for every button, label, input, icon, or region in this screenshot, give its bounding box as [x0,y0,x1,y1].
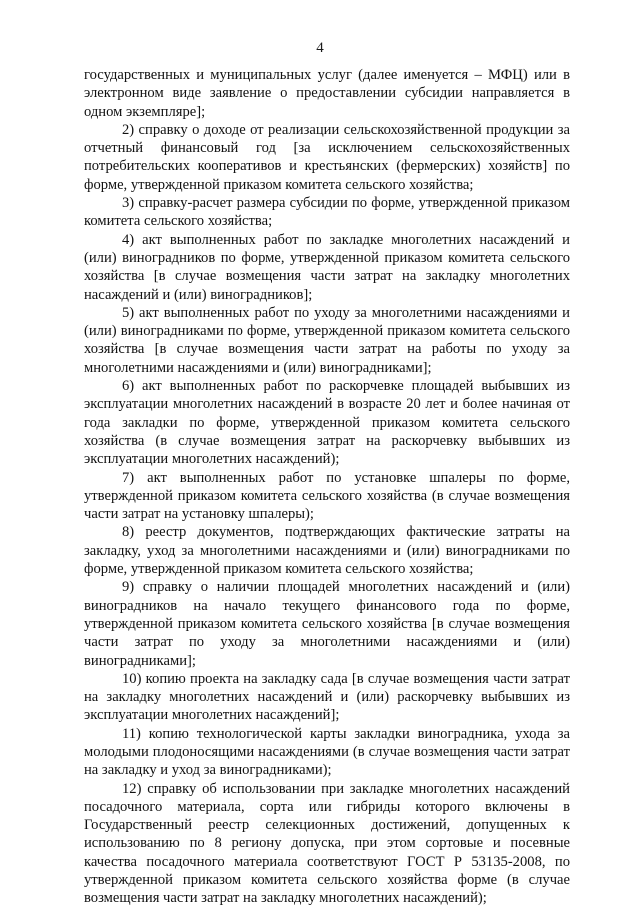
paragraph-item-8: 8) реестр документов, подтверждающих фактические затраты на закладку, уход за многолетними насаждениями и (или) виноградниками по форме, утвержденной приказом комитета сельского хозяйства; [84,524,570,578]
paragraph-item-2: 2) справку о доходе от реализации сельскохозяйственной продукции за отчетный финансовый год [за исключением сельскохозяйственных потребительских кооперативов и крестьянских (фермерских) хозяйств] по форме, утвержденной приказом комитета сельского хозяйства; [84,121,570,193]
paragraph-item-12: 12) справку об использовании при закладке многолетних насаждений посадочного материала, сорта или гибриды которого включены в Государственный реестр селекционных достижений, допущенных к использованию по 8 региону допуска, при этом сортовые и посевные качества посадочного материала соответствуют ГОСТ Р 53135-2008, по утвержденной приказом комитета сельского хозяйства форме (в случае возмещения части затрат на закладку многолетних насаждений); [84,780,570,907]
paragraph-item-11: 11) копию технологической карты закладки виноградника, ухода за молодыми плодоносящими насаждениями (в случае возмещения части затрат на закладку и уход за виноградниками); [84,725,570,779]
paragraph-item-9: 9) справку о наличии площадей многолетних насаждений и (или) виноградников на начало текущего финансового года по форме, утвержденной приказом комитета сельского хозяйства [в случае возмещения части затрат по уходу за многолетними насаждениями и (или) виноградниками]; [84,579,570,669]
page-number: 4 [316,40,324,56]
paragraph-item-3: 3) справку-расчет размера субсидии по форме, утвержденной приказом комитета сельского хозяйства; [84,195,570,230]
paragraph-item-7: 7) акт выполненных работ по установке шпалеры по форме, утвержденной приказом комитета сельского хозяйства (в случае возмещения части затрат на установку шпалеры); [84,469,570,523]
paragraph-item-6: 6) акт выполненных работ по раскорчевке площадей выбывших из эксплуатации многолетних насаждений в возрасте 20 лет и более начиная от года закладки по форме, утвержденной приказом комитета сельского хозяйства (в случае возмещения затрат на раскорчевку выбывших из эксплуатации многолетних насаждений); [84,378,570,468]
document-body [84,66,570,908]
paragraph-item-10: 10) копию проекта на закладку сада [в случае возмещения части затрат на закладку многолетних насаждений и (или) раскорчевку выбывших из эксплуатации многолетних насаждений]; [84,670,570,724]
paragraph-item-4: 4) акт выполненных работ по закладке многолетних насаждений и (или) виноградников по форме, утвержденной приказом комитета сельского хозяйства [в случае возмещения части затрат на закладку многолетних насаждений и (или) виноградников]; [84,231,570,303]
paragraph-item-5: 5) акт выполненных работ по уходу за многолетними насаждениями и (или) виноградниками по форме, утвержденной приказом комитета сельского хозяйства [в случае возмещения части затрат на работы по уходу за многолетними насаждениями и (или) виноградниками]; [84,304,570,376]
paragraph-continuation: государственных и муниципальных услуг (далее именуется – МФЦ) или в электронном виде заявление о предоставлении субсидии направляется в одном экземпляре]; [84,67,570,120]
